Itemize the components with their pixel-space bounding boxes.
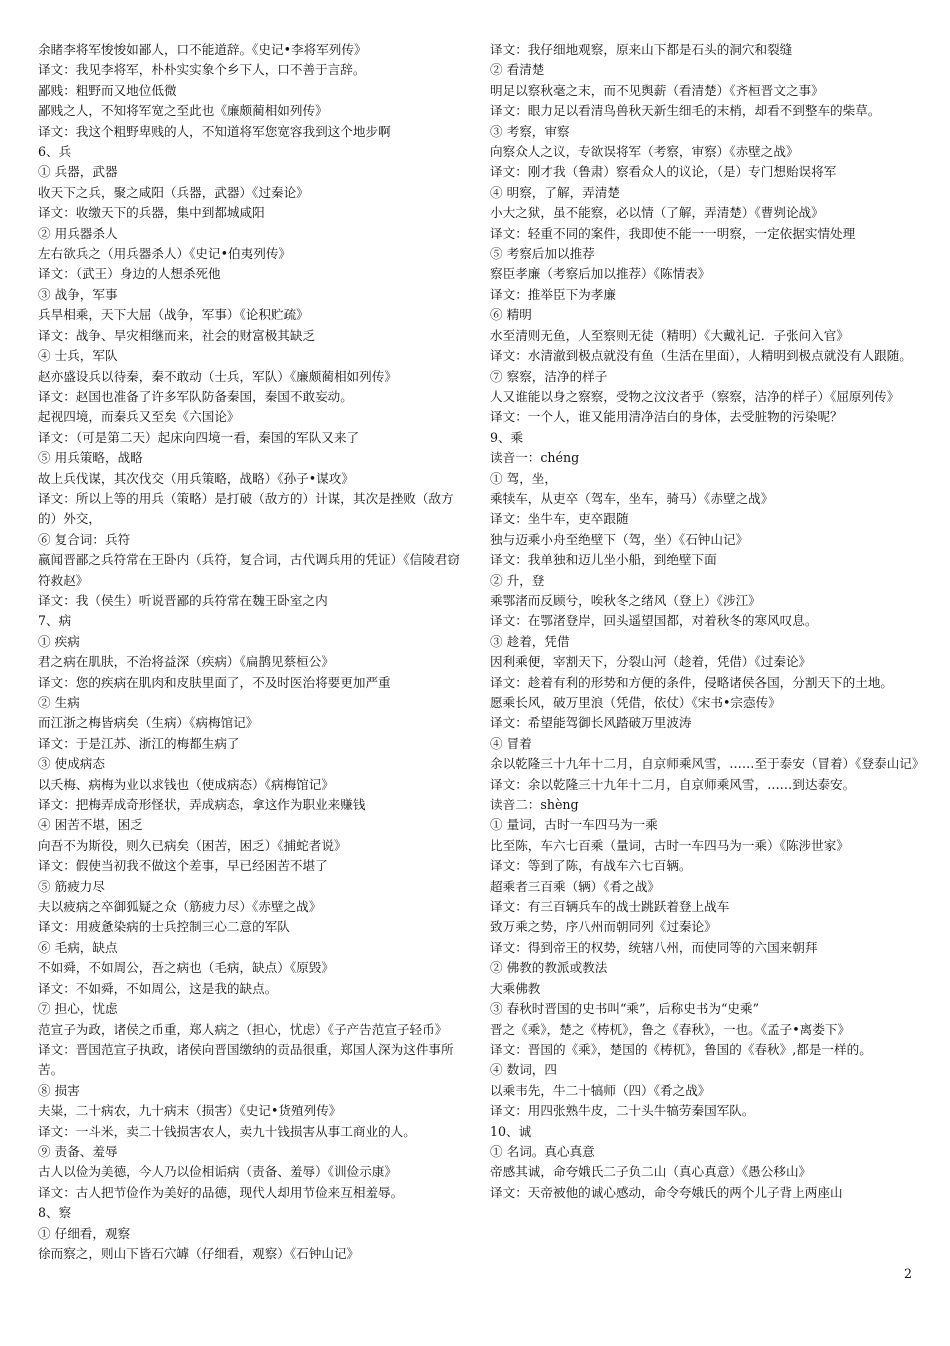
- text-line: ④ 数词，四: [490, 1062, 557, 1078]
- text-line: ① 仔细看，观察: [38, 1225, 131, 1241]
- text-line: 译文：赵国也准备了许多军队防备秦国，秦国不敢妄动。: [38, 388, 353, 404]
- text-line: 超乘者三百乘（辆）《肴之战》: [490, 878, 661, 894]
- text-line: 译文：晋国范宣子执政，诸侯向晋国缴纳的贡品很重，郑国人深为这件事所苦。: [38, 1041, 454, 1078]
- text-line: 水至清则无鱼，人至察则无徒（精明）《大戴礼记．子张问入官》: [490, 327, 849, 343]
- text-line: 译文：（武王）身边的人想杀死他: [38, 266, 221, 282]
- text-line: 乘鄂渚而反顾兮，唉秋冬之绪风（登上）《涉江》: [490, 592, 761, 608]
- text-line: 不如舜，不如周公，吾之病也（毛病，缺点）《原毁》: [38, 960, 334, 976]
- text-line: 故上兵伐谋，其次伐交（用兵策略，战略）《孙子•谋攻》: [38, 470, 354, 486]
- text-line: 译文：轻重不同的案件，我即使不能一一明察，一定依据实情处理: [490, 225, 856, 241]
- text-line: ③ 考察，审察: [490, 123, 570, 139]
- text-line: 赵亦盛设兵以待秦，秦不敢动（士兵，军队）《廉颇蔺相如列传》: [38, 368, 397, 384]
- text-line: 读音一：chéng: [490, 450, 580, 466]
- text-line: 小大之狱，虽不能察，必以情（了解，弄清楚）《曹刿论战》: [490, 205, 824, 221]
- text-line: 译文：不如舜，不如周公，这是我的缺点。: [38, 980, 278, 996]
- text-line: ② 看清楚: [490, 62, 545, 78]
- text-line: 鄙贱：粗野而又地位低微: [38, 82, 177, 98]
- text-line: 愿乘长风，破万里浪（凭借，依仗）《宋书•宗悫传》: [490, 695, 781, 710]
- text-line: 向察众人之议，专欲误将军（考察，审察）《赤壁之战》: [490, 144, 799, 160]
- text-line: 余以乾隆三十九年十二月，自京师乘风雪，……至于泰安（冒着）《登泰山记》: [490, 756, 925, 772]
- text-line: 晋之《乘》，楚之《梼杌》，鲁之《春秋》，一也。《孟子•离娄下》: [490, 1021, 851, 1037]
- text-line: 夫粜，二十病农，九十病末（损害）《史记•货殖列传》: [38, 1103, 342, 1119]
- text-line: 译文：用四张熟牛皮，二十头牛犒劳秦国军队。: [490, 1103, 755, 1119]
- text-line: 译文：我（侯生）听说晋鄙的兵符常在魏王卧室之内: [38, 592, 328, 608]
- text-line: 嬴闻晋鄙之兵符常在王卧内（兵符，复合词，古代调兵用的凭证）《信陵君窃符救赵》: [38, 552, 460, 588]
- text-line: 译文：有三百辆兵车的战士跳跃着登上战车: [490, 899, 730, 915]
- text-line: 比至陈，车六七百乘（量词，古时一车四马为一乘）《陈涉世家》: [490, 837, 849, 853]
- text-line: ⑤ 用兵策略，战略: [38, 450, 143, 466]
- text-line: ⑦ 担心，忧虑: [38, 1001, 118, 1017]
- text-line: 译文：把梅弄成奇形怪状，弄成病态，拿这作为职业来赚钱: [38, 797, 366, 813]
- text-line: 收天下之兵，聚之咸阳（兵器，武器）《过秦论》: [38, 184, 309, 200]
- text-line: 译文：假使当初我不做这个差事，早已经困苦不堪了: [38, 858, 328, 874]
- text-line: 译文：古人把节俭作为美好的品德，现代人却用节俭来互相羞辱。: [38, 1184, 404, 1200]
- text-line: 10、诚: [490, 1123, 532, 1139]
- text-line: ⑦ 察察，洁净的样子: [490, 368, 608, 384]
- text-line: ④ 明察，了解，弄清楚: [490, 184, 620, 200]
- text-line: 译文：我单独和迈儿坐小船，到绝壁下面: [490, 552, 717, 568]
- text-line: 译文：一斗米，卖二十钱损害农人，卖九十钱损害从事工商业的人。: [38, 1123, 416, 1139]
- text-line: 人又谁能以身之察察，受物之汶汶者乎（察察，洁净的样子）《屈原列传》: [490, 388, 900, 404]
- text-line: 译文：水清澈到极点就没有鱼（生活在里面），人精明到极点就没有人跟随。: [490, 348, 912, 364]
- text-line: ① 量词，古时一车四马为一乘: [490, 817, 658, 833]
- text-line: 8、察: [38, 1205, 72, 1221]
- text-line: 读音二：shèng: [490, 797, 579, 813]
- text-line: 以夭梅、病梅为业以求钱也（使成病态）《病梅馆记》: [38, 776, 334, 792]
- text-line: 余睹李将军悛悛如鄙人，口不能道辞。《史记•李将军列传》: [38, 42, 367, 57]
- text-line: 徐而察之，则山下皆石穴罅（仔细看，观察）《石钟山记》: [38, 1245, 360, 1261]
- text-line: 译文：您的疾病在肌肉和皮肤里面了，不及时医治将要更加严重: [38, 674, 391, 690]
- text-line: 译文：（可是第二天）起床向四境一看，秦国的军队又来了: [38, 429, 360, 445]
- text-line: ③ 使成病态: [38, 756, 105, 772]
- text-line: ① 驾，坐，: [490, 470, 557, 486]
- text-line: 夫以疲病之卒御狐疑之众（筋疲力尽）《赤壁之战》: [38, 899, 322, 915]
- left-column: [38, 40, 468, 1264]
- text-line: 译文：希望能驾御长风踏破万里波涛: [490, 715, 692, 731]
- text-line: 译文：余以乾隆三十九年十二月，自京师乘风雪，……到达泰安。: [490, 776, 856, 792]
- text-line: 译文：于是江苏、浙江的梅都生病了: [38, 735, 240, 751]
- text-line: ① 兵器，武器: [38, 164, 118, 180]
- text-line: 9、乘: [490, 429, 524, 445]
- text-line: 明足以察秋毫之末，而不见舆薪（看清楚）《齐桓晋文之事》: [490, 82, 824, 98]
- text-line: 译文：等到了陈，有战车六七百辆。: [490, 858, 692, 874]
- page-number: 2: [904, 1266, 913, 1281]
- text-line: ② 用兵器杀人: [38, 225, 118, 241]
- text-line: 译文：一个人，谁又能用清净洁白的身体，去受脏物的污染呢？: [490, 409, 843, 425]
- text-line: ③ 趁着，凭借: [490, 633, 570, 649]
- text-line: 帝感其诚，命夸娥氏二子负二山（真心真意）《愚公移山》: [490, 1164, 812, 1180]
- text-line: ⑥ 毛病，缺点: [38, 939, 118, 955]
- text-line: ⑥ 复合词：兵符: [38, 531, 131, 547]
- text-line: 向吾不为斯役，则久已病矣（困苦，困乏）《捕蛇者说》: [38, 837, 347, 853]
- text-line: 独与迈乘小舟至绝壁下（驾，坐）《石钟山记》: [490, 531, 749, 547]
- text-line: 译文：眼力足以看清鸟兽秋天新生细毛的末梢，却看不到整车的柴草。: [490, 103, 881, 119]
- text-line: ⑤ 筋疲力尽: [38, 878, 105, 894]
- text-line: ② 佛教的教派或教法: [490, 960, 608, 976]
- text-line: 致万乘之势，序八州而朝同列《过秦论》: [490, 919, 717, 935]
- text-line: 察臣孝廉（考察后加以推荐）《陈情表》: [490, 266, 711, 282]
- text-line: 大乘佛教: [490, 980, 541, 996]
- text-line: 译文：趁着有利的形势和方便的条件，侵略诸侯各国，分割天下的土地。: [490, 674, 893, 690]
- text-line: 范宣子为政，诸侯之币重，郑人病之（担心，忧虑）《子产告范宣子轻币》: [38, 1021, 448, 1037]
- text-line: ⑧ 损害: [38, 1082, 80, 1098]
- text-line: 左右欲兵之（用兵器杀人）《史记•伯夷列传》: [38, 246, 292, 262]
- right-column: [490, 40, 925, 1203]
- text-line: 译文：收缴天下的兵器，集中到都城咸阳: [38, 205, 265, 221]
- text-line: 鄙贱之人，不知将军宽之至此也《廉颇蔺相如列传》: [38, 103, 328, 119]
- text-line: 乘犊车，从吏卒（驾车，坐车，骑马）《赤壁之战》: [490, 490, 774, 506]
- text-line: 译文：战争、旱灾相继而来，社会的财富极其缺乏: [38, 327, 316, 343]
- text-line: 起视四境，而秦兵又至矣《六国论》: [38, 409, 240, 425]
- text-line: 译文：我仔细地观察，原来山下都是石头的洞穴和裂缝: [490, 42, 793, 57]
- text-line: 译文：刚才我（鲁肃）察看众人的议论，（是）专门想贻误将军: [490, 164, 837, 180]
- text-line: 6、兵: [38, 144, 72, 160]
- text-line: 译文：推举臣下为孝廉: [490, 286, 616, 302]
- text-line: 以乘韦先，牛二十犒师（四）《肴之战》: [490, 1082, 711, 1098]
- text-line: 译文：所以上等的用兵（策略）是打破（敌方的）计谋，其次是挫败（敌方的）外交，: [38, 490, 454, 527]
- text-line: 译文：天帝被他的诚心感动，命令夸娥氏的两个儿子背上两座山: [490, 1184, 843, 1200]
- text-line: ② 生病: [38, 695, 80, 710]
- text-line: ④ 士兵，军队: [38, 348, 118, 364]
- text-line: 译文：在鄂渚登岸，回头遥望国都，对着秋冬的寒风叹息。: [490, 613, 818, 629]
- text-line: 译文：用疲惫染病的士兵控制三心二意的军队: [38, 919, 290, 935]
- text-line: ⑤ 考察后加以推荐: [490, 246, 595, 262]
- text-line: 因利乘便，宰割天下，分裂山河（趁着，凭借）《过秦论》: [490, 654, 812, 670]
- text-line: ③ 战争，军事: [38, 286, 118, 302]
- text-line: 7、病: [38, 613, 72, 629]
- text-line: 君之病在肌肤，不治将益深（疾病）《扁鹊见蔡桓公》: [38, 654, 334, 670]
- text-line: 而江浙之梅皆病矣（生病）《病梅馆记》: [38, 715, 259, 731]
- text-line: 译文：坐牛车，吏卒跟随: [490, 511, 629, 527]
- text-line: ⑥ 精明: [490, 307, 532, 323]
- text-line: 古人以俭为美德，今人乃以俭相诟病（责备、羞辱）《训俭示康》: [38, 1164, 397, 1180]
- text-line: 兵旱相乘，天下大屈（战争，军事）《论积贮疏》: [38, 307, 309, 323]
- text-line: 译文：得到帝王的权势，统辖八州，而使同等的六国来朝拜: [490, 939, 818, 955]
- text-line: ④ 冒着: [490, 735, 532, 751]
- text-line: ① 疾病: [38, 633, 80, 649]
- text-line: 译文：晋国的《乘》，楚国的《梼杌》，鲁国的《春秋》,都是一样的。: [490, 1041, 872, 1057]
- text-line: ③ 春秋时晋国的史书叫“乘”，后称史书为“史乘”: [490, 1001, 760, 1017]
- text-line: ② 升，登: [490, 572, 545, 588]
- text-line: 译文：我这个粗野卑贱的人，不知道将军您宽容我到这个地步啊: [38, 123, 391, 139]
- text-line: ① 名词。真心真意: [490, 1143, 595, 1159]
- text-line: ⑨ 责备、羞辱: [38, 1143, 118, 1159]
- text-line: ④ 困苦不堪，困乏: [38, 817, 143, 833]
- text-line: 译文：我见李将军，朴朴实实象个乡下人，口不善于言辞。: [38, 62, 366, 78]
